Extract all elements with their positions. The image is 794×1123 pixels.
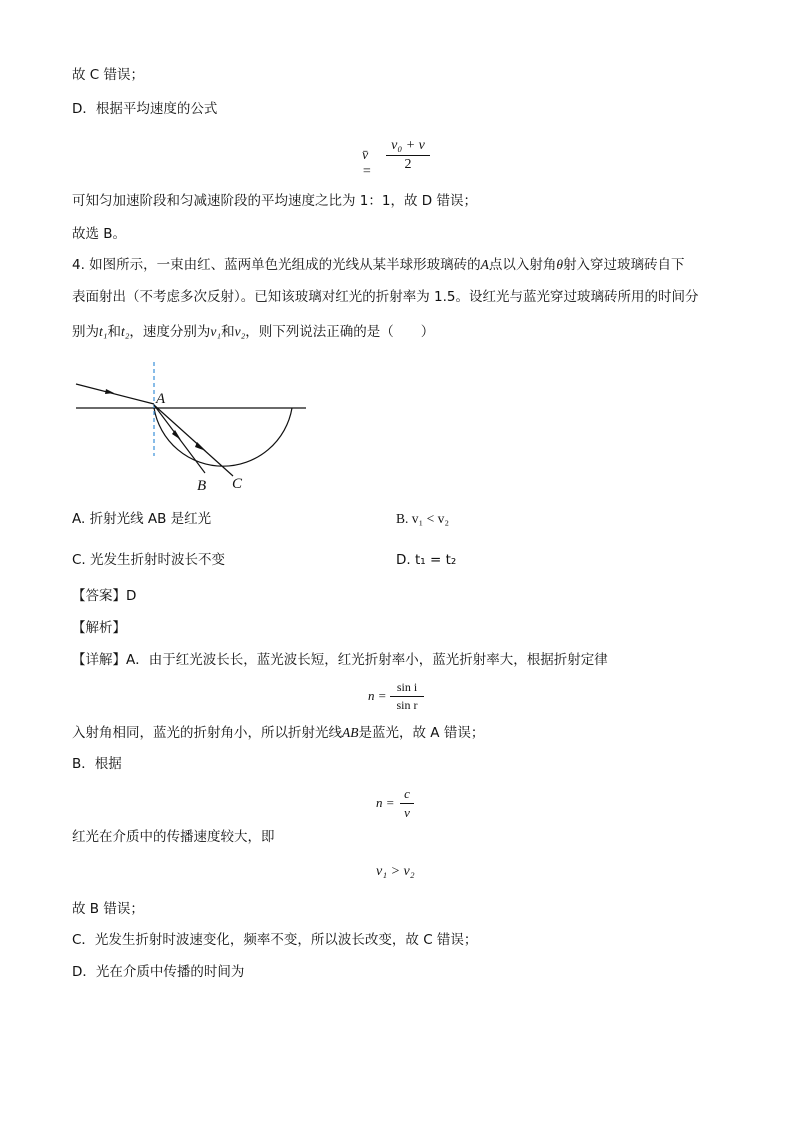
denominator: v bbox=[404, 805, 410, 820]
analysis-heading: 【解析】 bbox=[72, 620, 126, 636]
answer: 【答案】D bbox=[72, 588, 137, 604]
option-c[interactable]: C. 光发生折射时波长不变 bbox=[72, 552, 226, 568]
formula-lhs: n = bbox=[368, 688, 387, 703]
explanation-line: B．根据 bbox=[72, 756, 122, 772]
numerator: sin i bbox=[396, 680, 418, 694]
formula-lhs: n = bbox=[376, 795, 395, 810]
label-c: C bbox=[232, 476, 243, 492]
question-4-line-3: 别为t₁和t₂，速度分别为v₁和v₂，则下列说法正确的是（ ） bbox=[72, 324, 435, 340]
denominator: sin r bbox=[396, 698, 418, 712]
incident-ray bbox=[76, 384, 154, 404]
explanation-line: 红光在介质中的传播速度较大，即 bbox=[72, 829, 275, 845]
question-4-line-2: 表面射出（不考虑多次反射）。已知该玻璃对红光的折射率为 1.5。设红光与蓝光穿过玻璃砖所用的时间分 bbox=[72, 289, 699, 305]
fraction bbox=[386, 138, 430, 173]
numerator: v₀ + v bbox=[391, 138, 425, 153]
text-line: 故 C 错误； bbox=[72, 67, 145, 83]
text-line: D．根据平均速度的公式 bbox=[72, 101, 218, 117]
fraction bbox=[400, 786, 414, 821]
question-4-line-1: 4. 如图所示，一束由红、蓝两单色光组成的光线从某半球形玻璃砖的A点以入射角θ射入穿过玻璃砖自下 bbox=[72, 257, 685, 273]
formula-lhs: v̄ = bbox=[362, 148, 372, 179]
text-line: 故选 B。 bbox=[72, 226, 127, 242]
option-d[interactable]: D. t₁ = t₂ bbox=[396, 552, 457, 568]
explanation-line: 入射角相同，蓝光的折射角小，所以折射光线AB是蓝光，故 A 错误； bbox=[72, 725, 485, 741]
label-a: A bbox=[156, 391, 166, 407]
hemisphere-refraction-figure bbox=[70, 356, 320, 496]
explanation-line: 故 B 错误； bbox=[72, 901, 144, 917]
explanation-line: C．光发生折射时波速变化，频率不变，所以波长改变，故 C 错误； bbox=[72, 932, 478, 948]
denominator: 2 bbox=[404, 157, 412, 172]
label-b: B bbox=[197, 478, 207, 494]
explanation-line: 【详解】A．由于红光波长长，蓝光波长短，红光折射率小，蓝光折射率大，根据折射定律 bbox=[72, 652, 608, 668]
hemisphere-arc bbox=[154, 408, 292, 466]
option-b[interactable]: B. v₁ < v₂ bbox=[396, 511, 450, 526]
numerator: c bbox=[404, 786, 410, 801]
text-line: 可知匀加速阶段和匀减速阶段的平均速度之比为 1：1，故 D 错误； bbox=[72, 193, 477, 209]
refracted-ray-ac bbox=[154, 405, 233, 476]
option-a[interactable]: A. 折射光线 AB 是红光 bbox=[72, 511, 212, 527]
explanation-line: D．光在介质中传播的时间为 bbox=[72, 964, 245, 980]
formula-velocity-inequality: v₁ > v₂ bbox=[376, 864, 415, 879]
fraction bbox=[390, 680, 424, 713]
